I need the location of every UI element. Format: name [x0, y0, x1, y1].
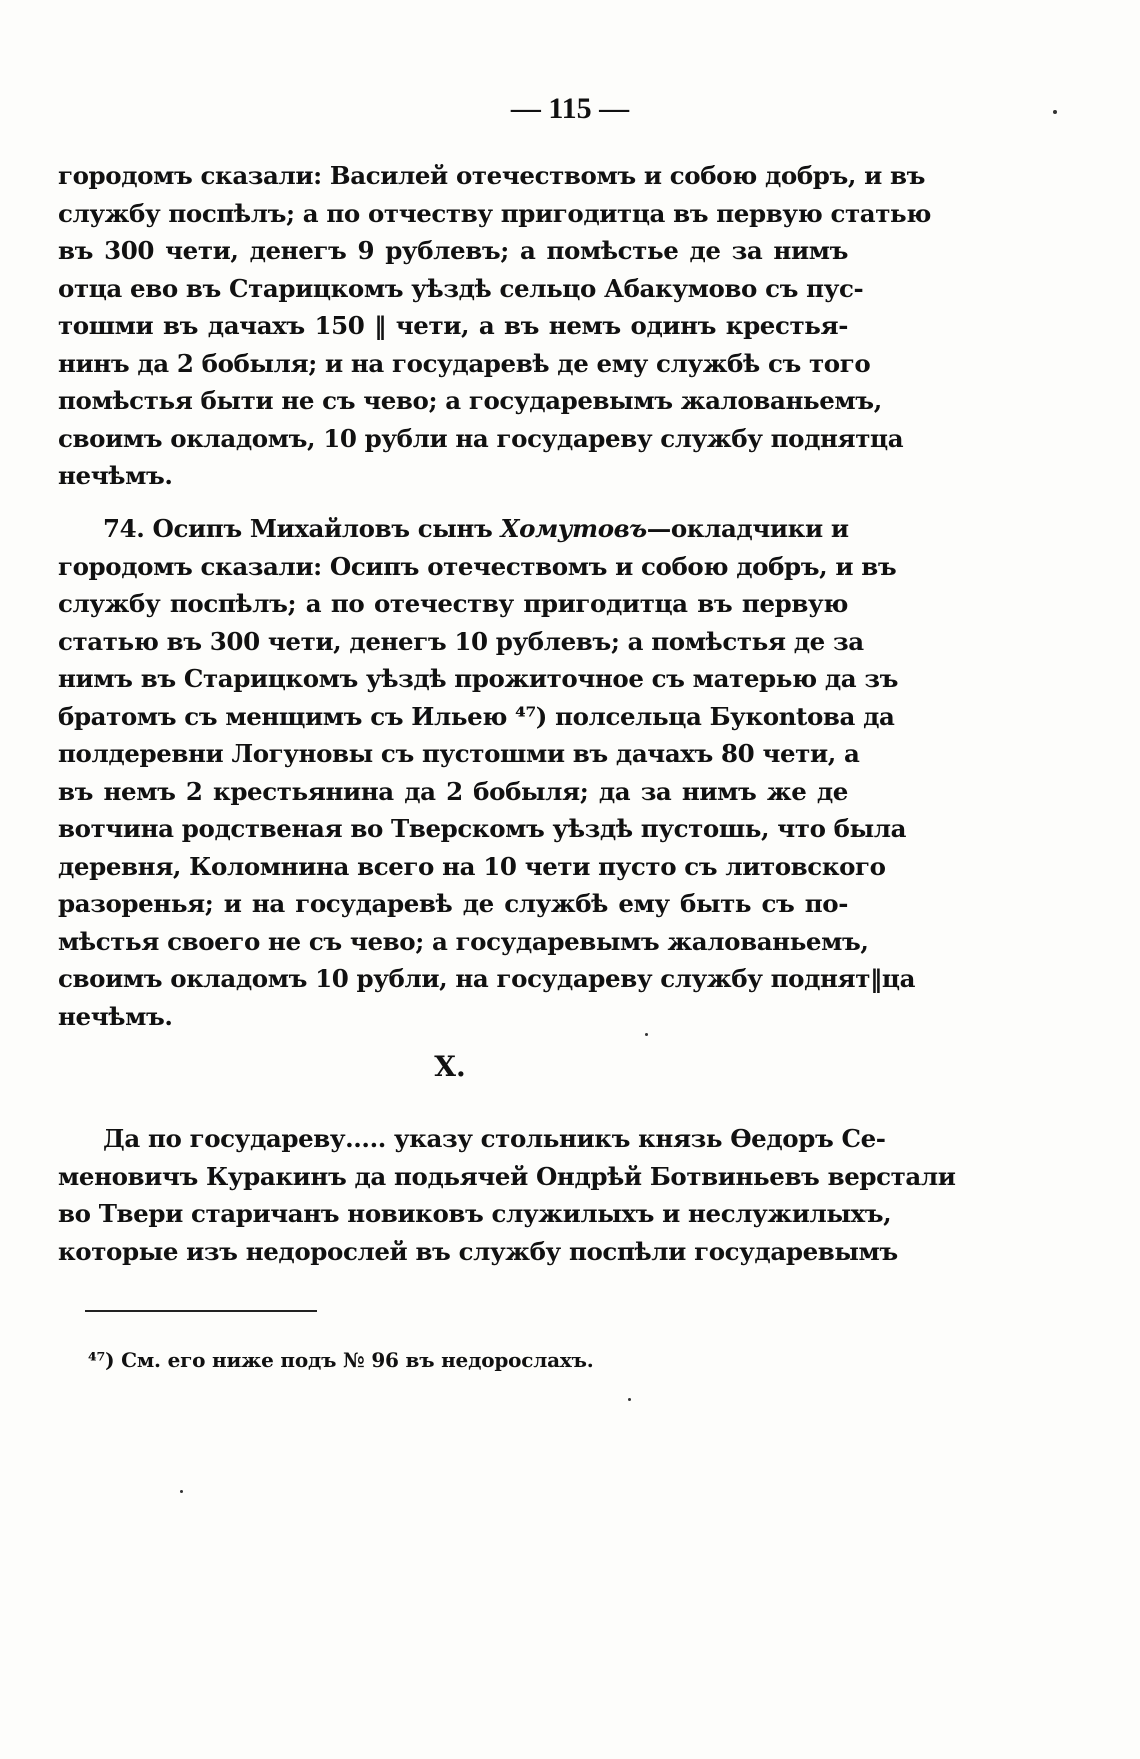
surname: Хомутовъ: [500, 514, 647, 543]
text-line: въ немъ 2 крестьянина да 2 бобыля; да за нимъ же де: [58, 776, 848, 806]
text-line: въ 300 чети, денегъ 9 рублевъ; а помѣстье де за нимъ: [58, 236, 848, 265]
ink-speck: [1053, 110, 1057, 114]
paragraph-3: [58, 1120, 956, 1270]
text-line: отца ево въ Старицкомъ уѣздѣ сельцо Абакумово съ пус-: [58, 273, 864, 303]
footnote-text: См. его ниже подъ № 96 въ недорослахъ.: [121, 1348, 594, 1372]
paragraph-1: [58, 157, 931, 495]
text-line: городомъ сказали: Василей отечествомъ и собою добръ, и въ: [58, 161, 926, 190]
text-line: помѣстья быти не съ чево; а государевымъ жалованьемъ,: [58, 386, 882, 415]
text-line: Да по государеву..... указу стольникъ князь Ѳедоръ Се-: [103, 1124, 886, 1153]
text-line: мѣстья своего не съ чево; а государевымъ жалованьемъ,: [58, 926, 869, 956]
text-line: службу поспѣлъ; а по отечеству пригодитца въ первую: [58, 589, 848, 618]
text-line: во Твери старичанъ новиковъ служилыхъ и неслужилыхъ,: [58, 1199, 892, 1228]
text-line: тошми въ дачахъ 150 ‖ чети, а въ немъ одинъ крестья-: [58, 311, 848, 340]
text-line: деревня, Коломнина всего на 10 чети пусто съ литовского: [58, 851, 886, 881]
text-line: разоренья; и на государевѣ де службѣ ему быть съ по-: [58, 889, 848, 918]
text-line: нинъ да 2 бобыля; и на государевѣ де ему службѣ съ того: [58, 348, 871, 378]
footnote-rule: [85, 1310, 317, 1312]
text-line: нечѣмъ.: [58, 461, 173, 490]
text-line: полдеревни Логуновы съ пустошми въ дачахъ 80 чети, а: [58, 739, 860, 768]
paragraph-2: [58, 510, 916, 1035]
text-line: нечѣмъ.: [58, 1001, 173, 1031]
text-line: меновичъ Куракинъ да подьячей Ондрѣй Ботвиньевъ верстали: [58, 1161, 956, 1191]
entry-suffix: —окладчики и: [646, 514, 849, 543]
footnote: [88, 1348, 594, 1372]
text-line: братомъ съ менщимъ съ Ильею ⁴⁷) полсельца Букontова да: [58, 701, 895, 731]
text-line: вотчина родственая во Тверскомъ уѣздѣ пустошь, что была: [58, 814, 907, 843]
ink-speck: [645, 1033, 648, 1036]
footnote-marker: ⁴⁷): [88, 1348, 115, 1372]
ink-speck: [180, 1490, 183, 1493]
text-line: службу поспѣлъ; а по отчеству пригодитца въ первую статью: [58, 198, 931, 228]
text-line: своимъ окладомъ, 10 рубли на государеву службу поднятца: [58, 423, 904, 453]
entry-heading-line: [58, 510, 848, 548]
page-number: — 115 —: [510, 92, 630, 125]
section-heading: X.: [434, 1050, 466, 1083]
text-line: городомъ сказали: Осипъ отечествомъ и собою добръ, и въ: [58, 551, 897, 581]
ink-speck: [628, 1398, 631, 1401]
text-line: статью въ 300 чети, денегъ 10 рублевъ; а помѣстья де за: [58, 626, 864, 656]
entry-prefix: 74. Осипъ Михайловъ сынъ: [103, 514, 501, 543]
text-line: которые изъ недорослей въ службу поспѣли государевымъ: [58, 1236, 898, 1266]
text-line: нимъ въ Старицкомъ уѣздѣ прожиточное съ матерью да зъ: [58, 664, 898, 693]
text-line: своимъ окладомъ 10 рубли, на государеву службу поднят‖ца: [58, 964, 916, 993]
